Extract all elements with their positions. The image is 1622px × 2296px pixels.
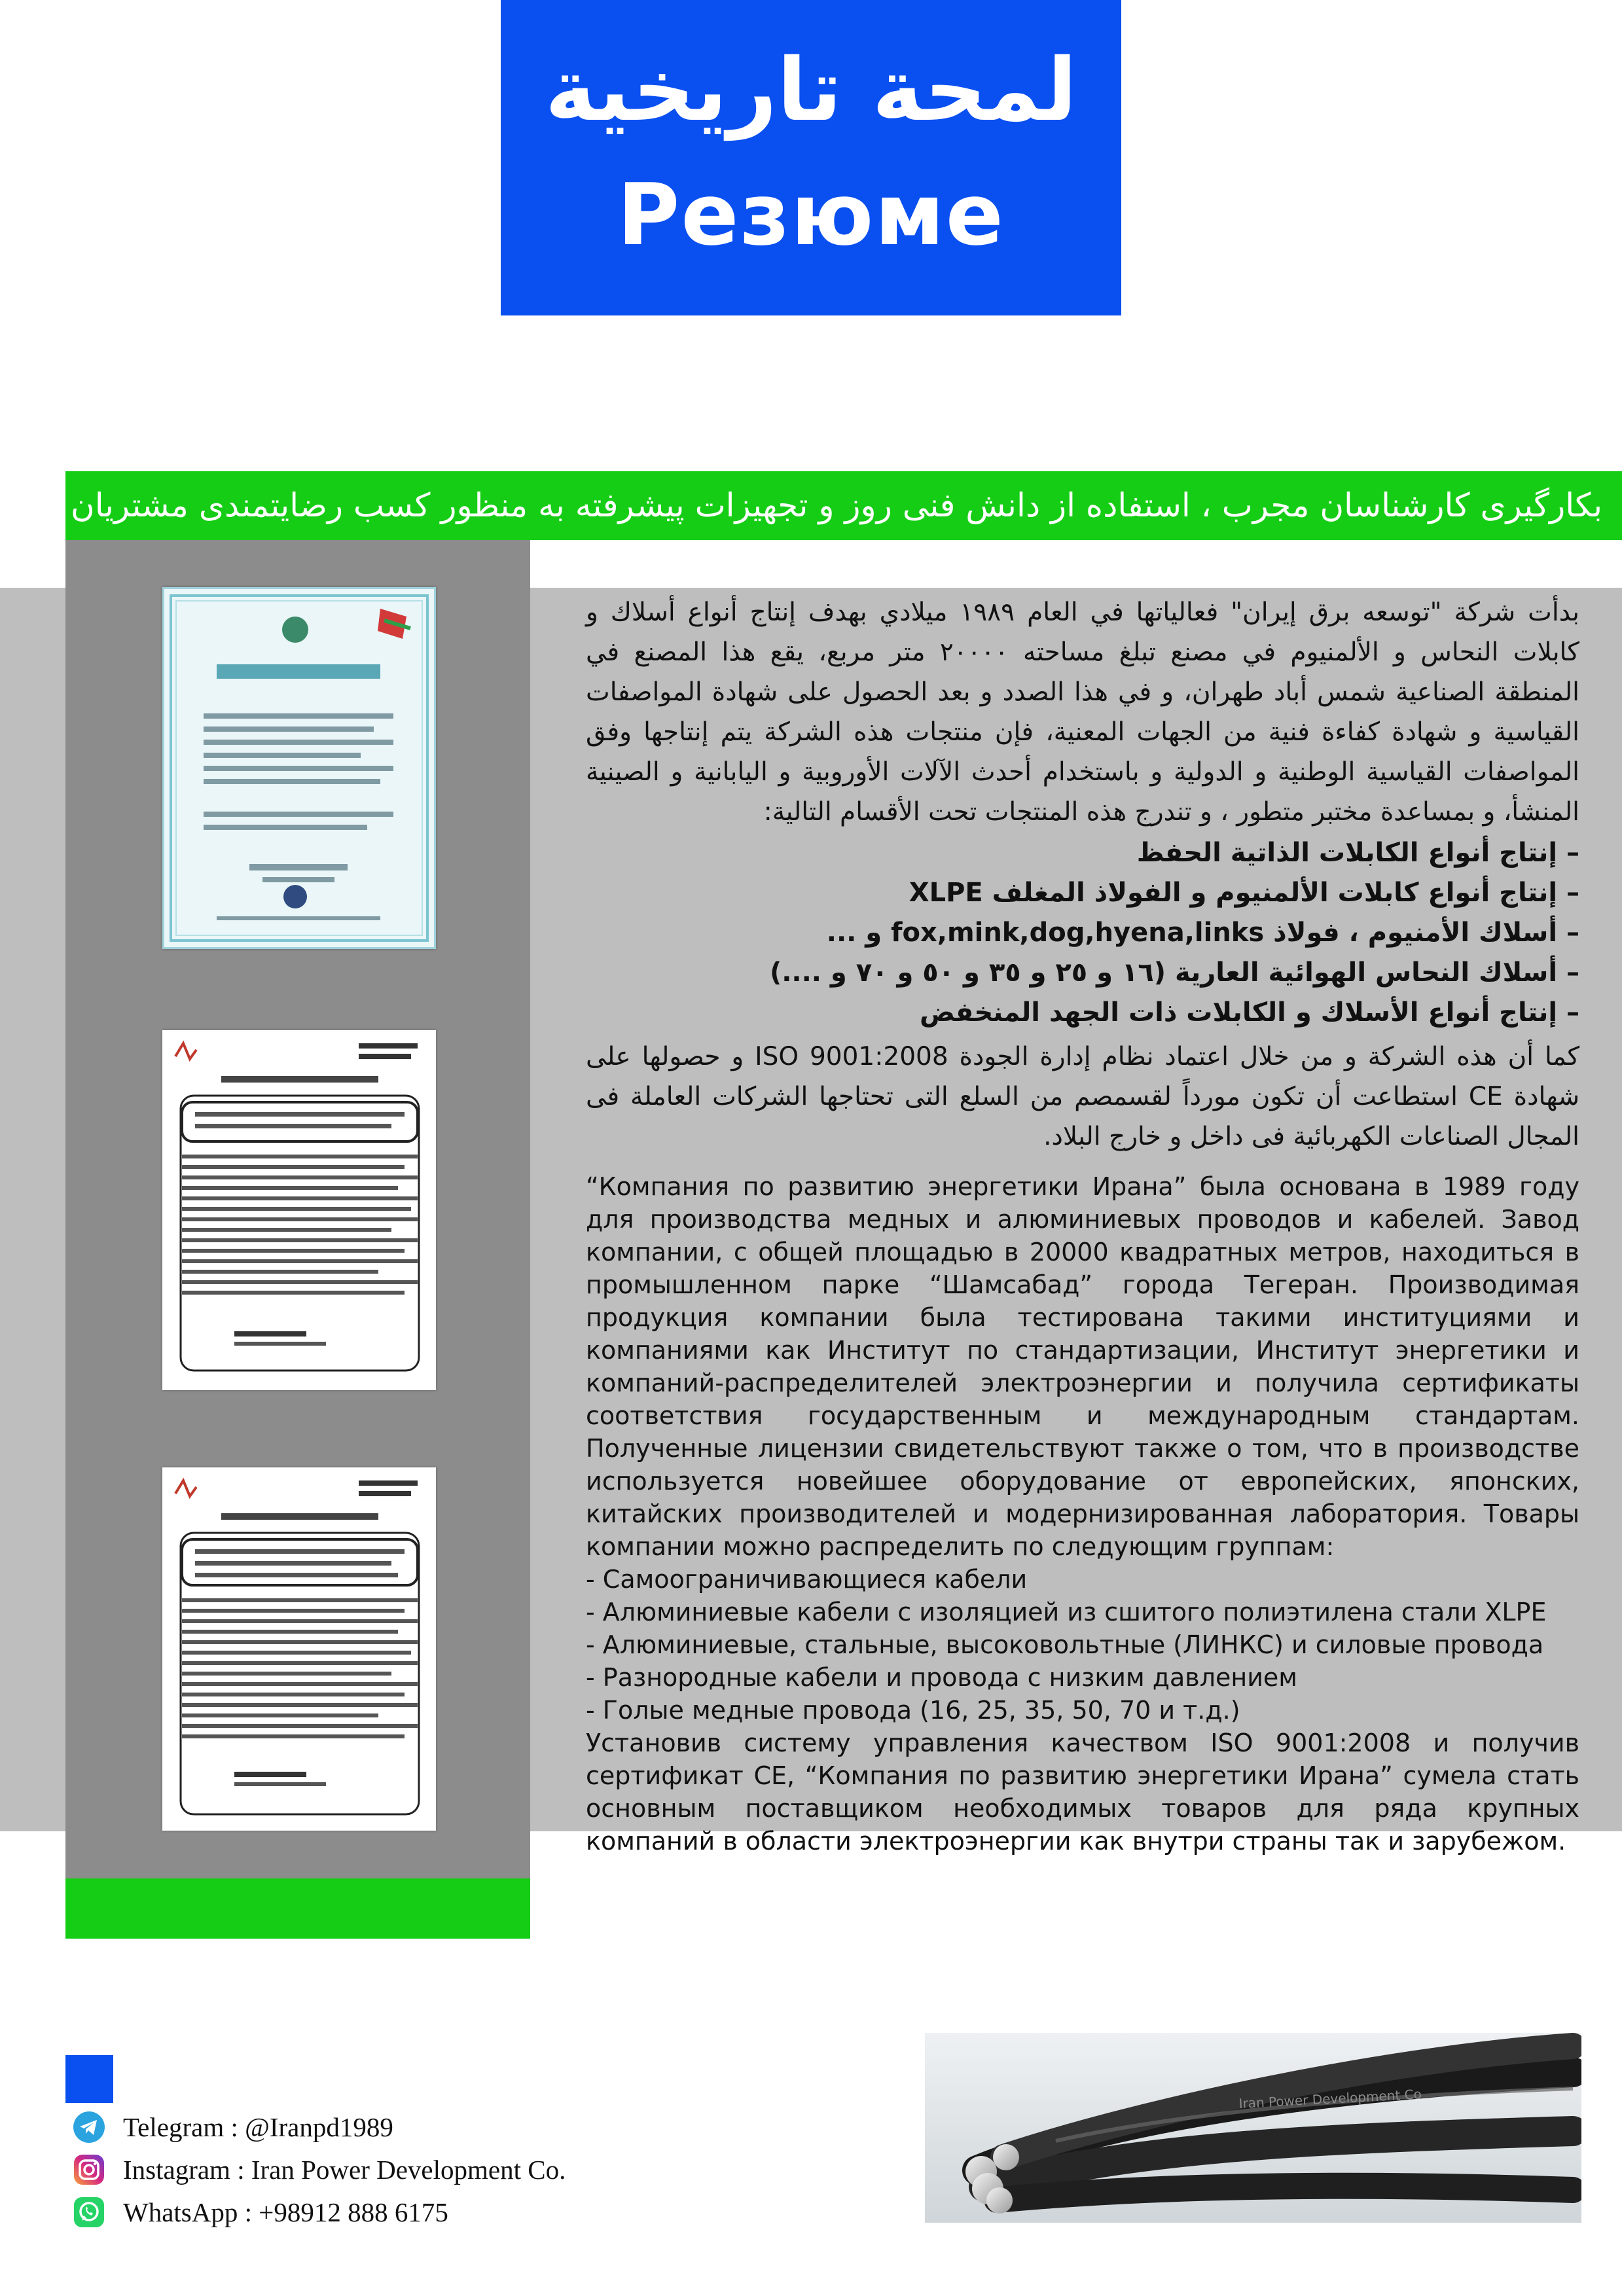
- instagram-contact[interactable]: [72, 2151, 566, 2188]
- certificate-image-1: [162, 587, 436, 949]
- slogan-text: بکارگیری کارشناسان مجرب ، استفاده از دانش فنی روز و تجهیزات پیشرفته به منظور کسب رضایتمندی مشتریان: [71, 486, 1602, 524]
- list-item: – أسلاك الأمنيوم ، فولاذ fox,mink,dog,hyena,links و ...: [826, 918, 1579, 948]
- russian-intro: “Компания по развитию энергетики Ирана” была основана в 1989 году для производства медных и алюминиевых проводов и кабелей. Завод компании, с общей площадью в 20000 квадратных метров, находиться в промышленном парке “Шамсабад” города Тегеран. Производимая продукция компании была тестирована такими институциями и компаниями как Институт по стандартизации, Институт энергетики и компаний-распределителей электроэнергии и получила сертификаты соответствия государственным и международным стандартам. Полученные лицензии свидетельствуют также о том, что в производстве используется новейшее оборудование от европейских, японских, китайских производителей и модернизированная лаборатория. Товары компании можно распределить по следующим группам:: [586, 1172, 1579, 1561]
- arabic-description: [586, 592, 1579, 1157]
- russian-closing: Установив систему управления качеством ISO 9001:2008 и получив сертификат CE, “Компания по развитию энергетики Ирана” сумела стать основным поставщиком необходимых товаров для ряда крупных компаний в области электроэнергии как внутри страны так и зарубежом.: [586, 1729, 1579, 1856]
- instagram-icon: [72, 2153, 106, 2187]
- instagram-label: Instagram : Iran Power Development Co.: [123, 2155, 566, 2185]
- list-item: – إنتاج أنواع الكابلات الذاتية الحفظ: [1136, 838, 1579, 868]
- title-box: [501, 0, 1121, 315]
- list-item: – أسلاك النحاس الهوائية العارية (١٦ و ٢٥ و ٣٥ و ٥٠ و ٧٠ و ....): [769, 958, 1579, 988]
- list-item: – إنتاج أنواع الأسلاك و الكابلات ذات الجهد المنخفض: [919, 997, 1579, 1028]
- list-item: – إنتاج أنواع كابلات الألمنيوم و الفولاذ المغلف XLPE: [909, 878, 1579, 908]
- list-item: - Алюминиевые, стальные, высоковольтные (ЛИНКС) и силовые провода: [586, 1630, 1544, 1659]
- telegram-label: Telegram : @Iranpd1989: [123, 2112, 393, 2142]
- whatsapp-contact[interactable]: [72, 2194, 448, 2231]
- accent-square: [65, 2055, 113, 2103]
- list-item: - Разнородные кабели и провода с низким давлением: [586, 1663, 1297, 1692]
- list-item: - Алюминиевые кабели с изоляцией из сшитого полиэтилена стали XLPE: [586, 1598, 1547, 1626]
- arabic-intro: بدأت شركة "توسعه برق إيران" فعالياتها في العام ١٩٨٩ ميلادي بهدف إنتاج أنواع أسلاك و كابلات النحاس و الألمنيوم في مصنع تبلغ مساحته ٢٠٠٠٠ متر مربع، يقع هذا المصنع في المنطقة الصناعية شمس أباد طهران، و في هذا الصدد و بعد الحصول على شهادة المواصفات القياسية و شهادة كفاءة فنية من الجهات المعنية، فإن منتجات هذه الشركة يتم إنتاجها وفق المواصفات القياسية الوطنية و الدولية و باستخدام أحدث الآلات الأوروبية و اليابانية و الصينية المنشأ، و بمساعدة مختبر متطور ، و تندرج هذه المنتجات تحت الأقسام التالية:: [586, 598, 1580, 827]
- russian-description: [586, 1170, 1579, 1857]
- arabic-product-list: [586, 833, 1579, 1033]
- arabic-closing: كما أن هذه الشركة و من خلال اعتماد نظام إدارة الجودة ISO 9001:2008 و حصولها على شهادة CE استطاعت أن تكون مورداً لقسمصم من السلع التى تحتاجها الشركات العاملة فى المجال الصناعات الكهربائية فى داخل و خارج البلاد.: [586, 1042, 1580, 1151]
- column-footer-bar: [65, 1878, 530, 1939]
- telegram-contact[interactable]: [72, 2109, 393, 2145]
- russian-product-list: [586, 1563, 1579, 1727]
- whatsapp-label: WhatsApp : +98912 888 6175: [123, 2197, 448, 2227]
- list-item: - Самоограничивающиеся кабели: [586, 1565, 1028, 1594]
- title-russian: Резюме: [617, 165, 1005, 264]
- cable-product-photo: [925, 2033, 1581, 2223]
- list-item: - Голые медные провода (16, 25, 35, 50, 70 и т.д.): [586, 1696, 1240, 1725]
- whatsapp-icon: [72, 2195, 106, 2229]
- photo-watermark: Iran Power Development Co: [1238, 2086, 1422, 2111]
- telegram-icon: [72, 2110, 106, 2144]
- certificate-image-2: [162, 1030, 436, 1390]
- title-arabic: لمحة تاريخية: [545, 40, 1077, 141]
- certificate-image-3: [162, 1467, 436, 1831]
- slogan-banner: [65, 471, 1622, 540]
